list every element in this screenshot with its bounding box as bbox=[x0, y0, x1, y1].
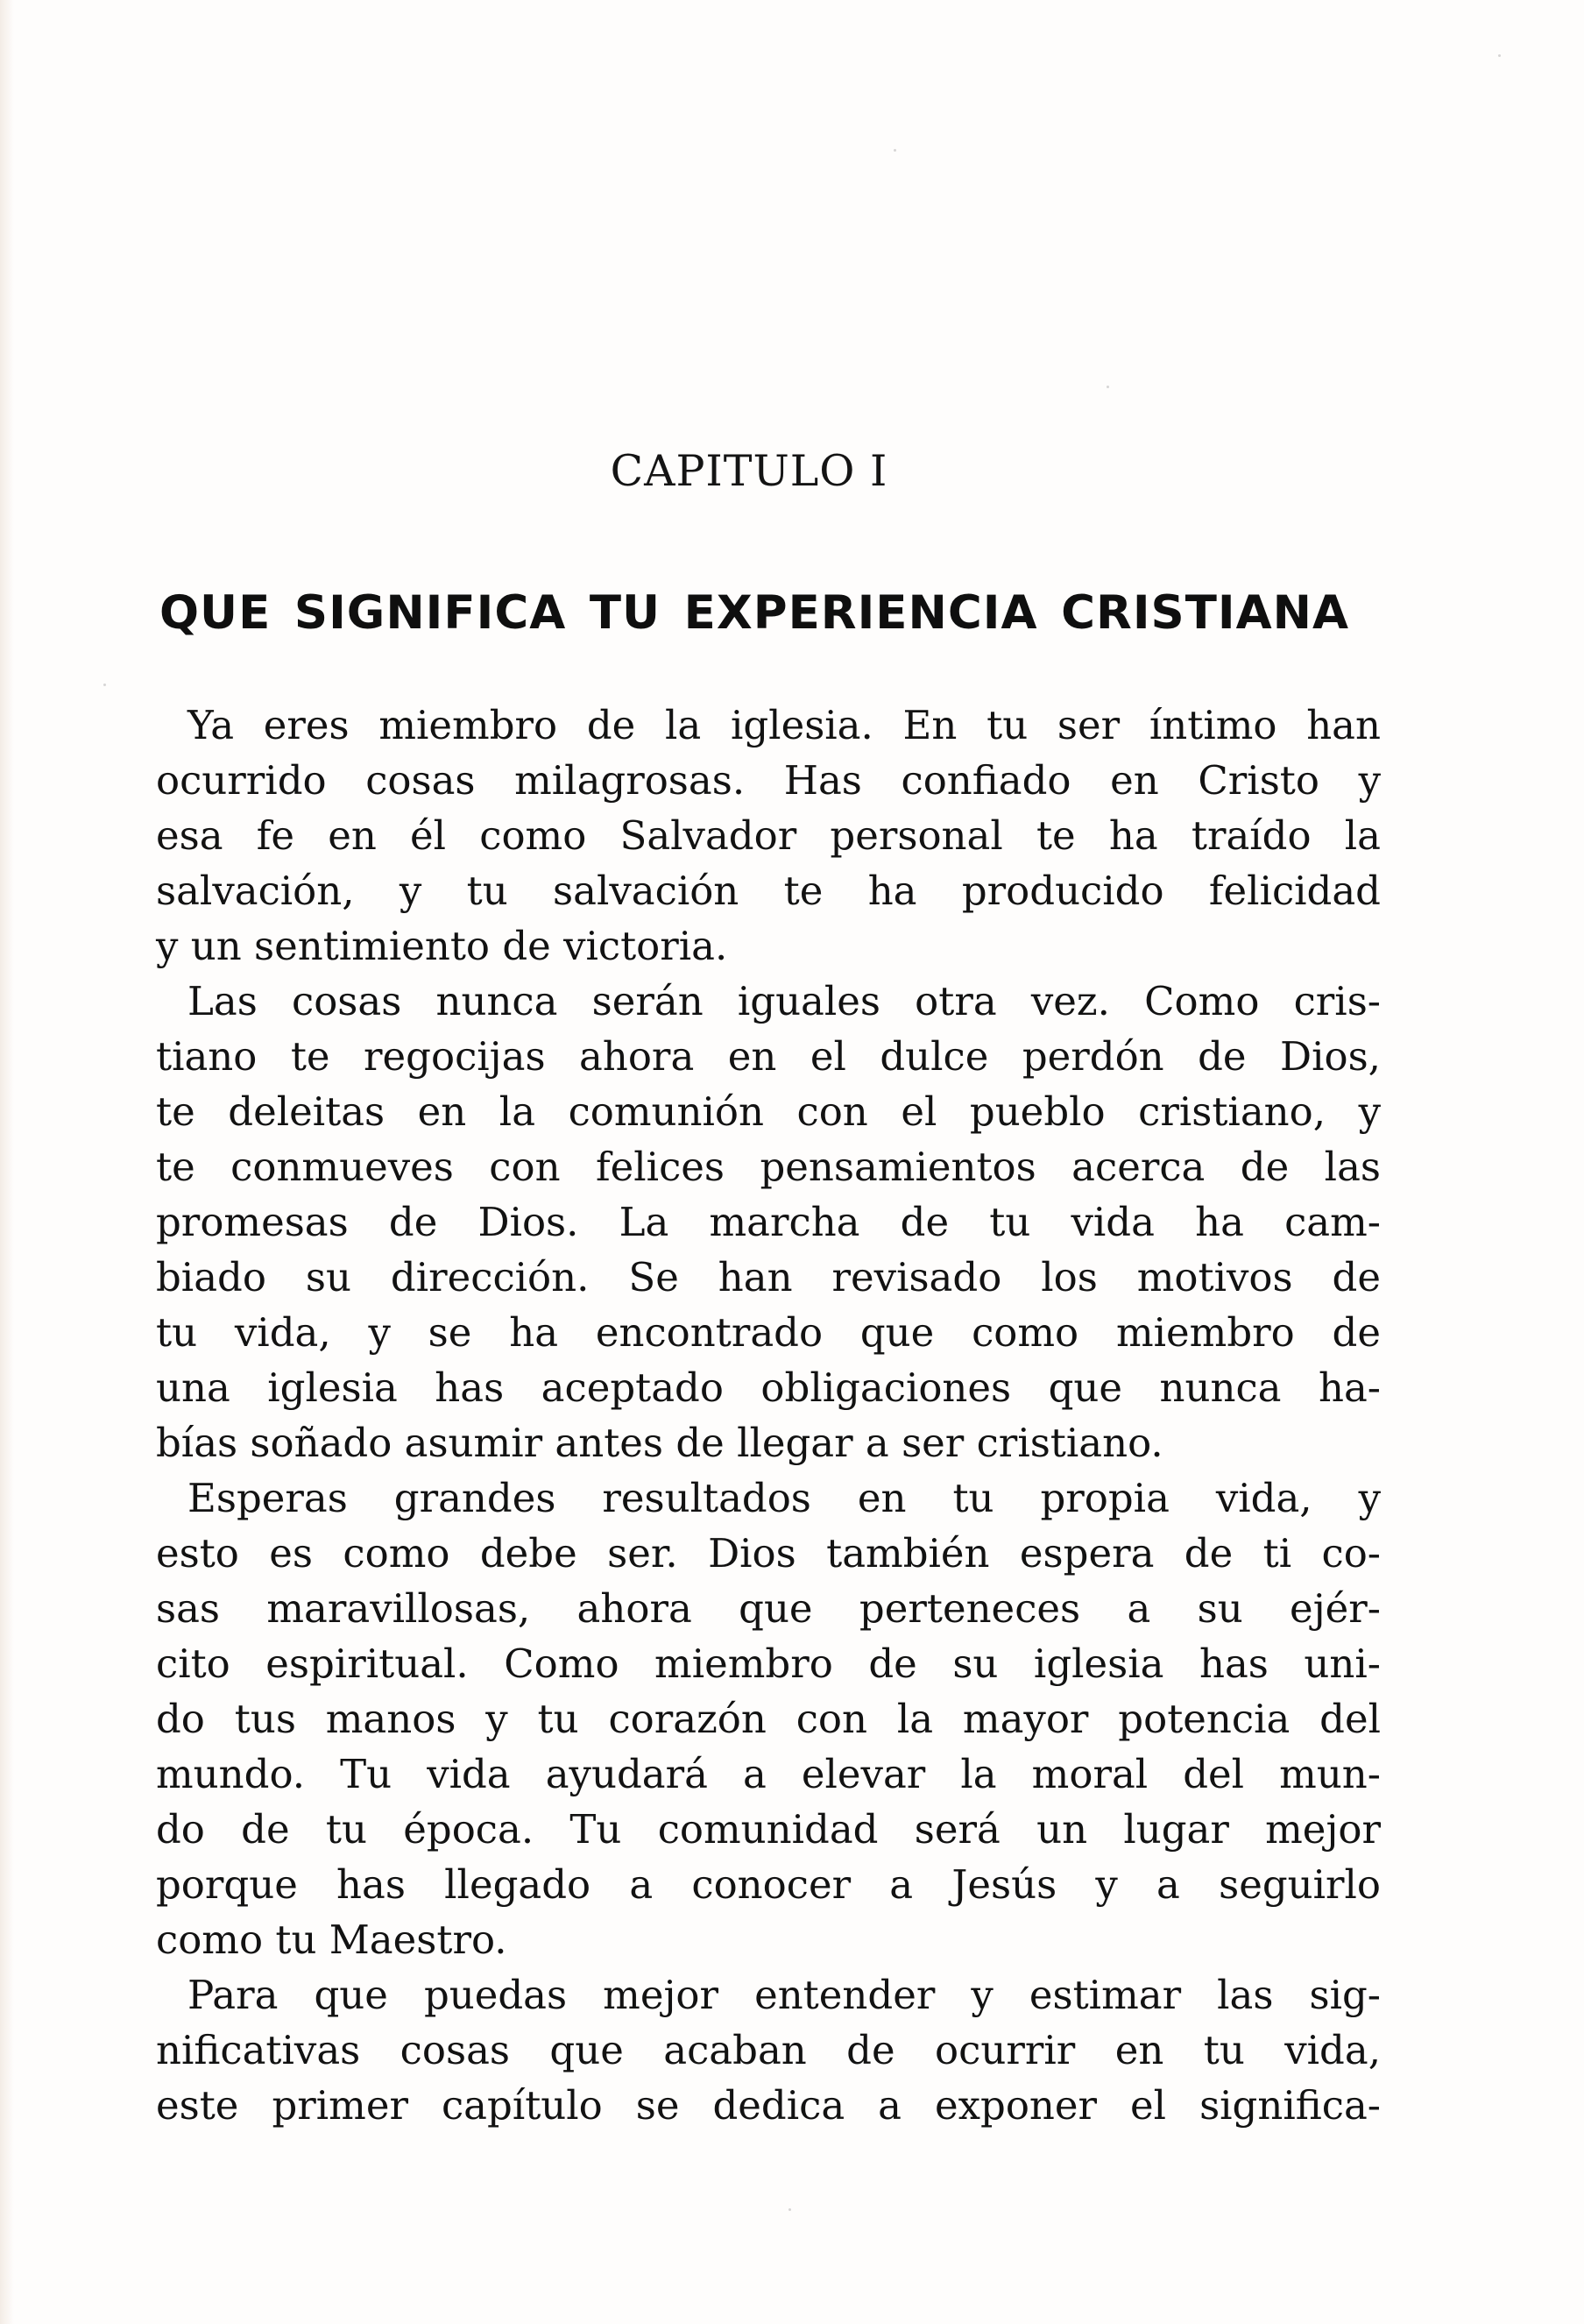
scan-speck bbox=[894, 149, 896, 152]
text-line: tu vida, y se ha encontrado que como miembro de bbox=[156, 1309, 1381, 1356]
text-line: te conmueves con felices pensamientos acerca de las bbox=[156, 1144, 1381, 1190]
text-line: bías soñado asumir antes de llegar a ser cristiano. bbox=[156, 1420, 1163, 1466]
text-line: nificativas cosas que acaban de ocurrir en tu vida, bbox=[156, 2027, 1381, 2073]
text-line: Para que puedas mejor entender y estimar las sig- bbox=[187, 1972, 1381, 2018]
body-text bbox=[156, 698, 1381, 2133]
text-line: biado su dirección. Se han revisado los motivos de bbox=[156, 1254, 1381, 1300]
paragraph bbox=[156, 1967, 1381, 2133]
text-line: como tu Maestro. bbox=[156, 1917, 507, 1963]
text-line: y un sentimiento de victoria. bbox=[156, 923, 728, 969]
text-line: Ya eres miembro de la iglesia. En tu ser íntimo han bbox=[187, 702, 1381, 748]
scan-speck bbox=[1107, 386, 1109, 388]
page-edge-shadow bbox=[0, 0, 14, 2324]
paragraph bbox=[156, 698, 1381, 974]
text-line: cito espiritual. Como miembro de su iglesia has uni- bbox=[156, 1640, 1381, 1687]
text-line: te deleitas en la comunión con el pueblo cristiano, y bbox=[156, 1088, 1381, 1135]
text-line: tiano te regocijas ahora en el dulce perdón de Dios, bbox=[156, 1033, 1381, 1080]
text-line: Las cosas nunca serán iguales otra vez. Como cris- bbox=[187, 978, 1381, 1024]
paragraph bbox=[156, 974, 1381, 1470]
chapter-title: QUE SIGNIFICA TU EXPERIENCIA CRISTIANA bbox=[159, 586, 1349, 640]
chapter-label: CAPITULO I bbox=[610, 446, 888, 496]
paragraph bbox=[156, 1470, 1381, 1967]
text-line: promesas de Dios. La marcha de tu vida ha cam- bbox=[156, 1199, 1381, 1245]
text-line: una iglesia has aceptado obligaciones que nunca ha- bbox=[156, 1364, 1381, 1411]
text-line: do de tu época. Tu comunidad será un lugar mejor bbox=[156, 1806, 1381, 1853]
text-line: salvación, y tu salvación te ha producido felicidad bbox=[156, 868, 1381, 914]
text-line: este primer capítulo se dedica a exponer el significa- bbox=[156, 2082, 1381, 2129]
scan-speck bbox=[788, 2208, 791, 2211]
text-line: do tus manos y tu corazón con la mayor potencia del bbox=[156, 1696, 1381, 1742]
text-line: Esperas grandes resultados en tu propia vida, y bbox=[187, 1475, 1381, 1521]
text-line: sas maravillosas, ahora que perteneces a su ejér- bbox=[156, 1585, 1381, 1632]
text-line: mundo. Tu vida ayudará a elevar la moral del mun- bbox=[156, 1751, 1381, 1797]
text-line: esto es como debe ser. Dios también espera de ti co- bbox=[156, 1530, 1381, 1576]
text-line: esa fe en él como Salvador personal te ha traído la bbox=[156, 812, 1381, 859]
text-line: porque has llegado a conocer a Jesús y a seguirlo bbox=[156, 1861, 1381, 1908]
text-line: ocurrido cosas milagrosas. Has confiado en Cristo y bbox=[156, 757, 1381, 804]
scan-speck bbox=[103, 684, 106, 686]
scan-speck bbox=[1498, 54, 1501, 57]
